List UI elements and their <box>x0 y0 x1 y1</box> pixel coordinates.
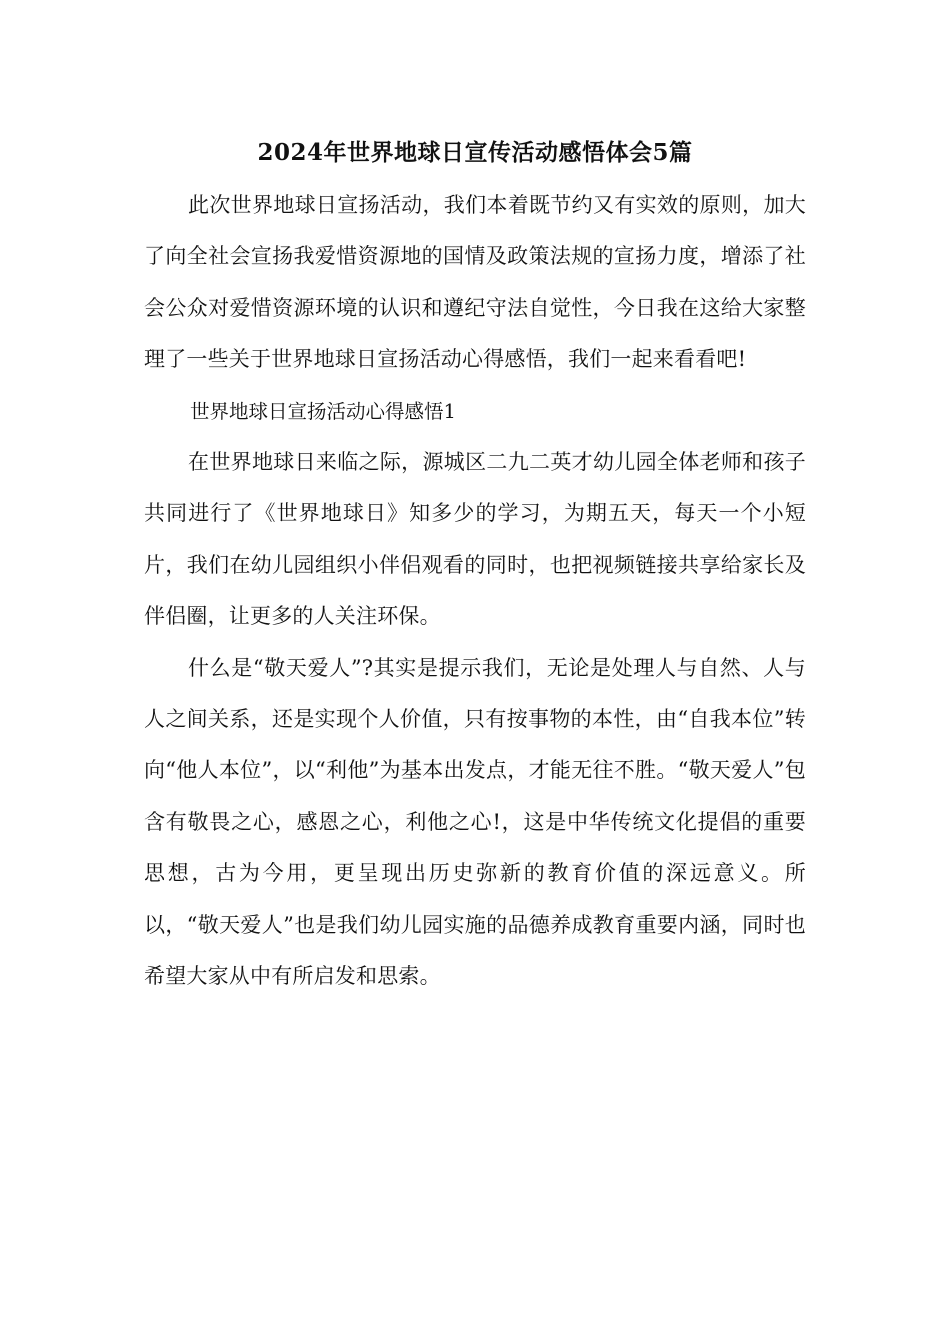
intro-paragraph: 此次世界地球日宣扬活动，我们本着既节约又有实效的原则，加大了向全社会宣扬我爱惜资源地的国情及政策法规的宣扬力度，增添了社会公众对爱惜资源环境的认识和遵纪守法自觉性，今日我在这给大家整理了一些关于世界地球日宣扬活动心得感悟，我们一起来看看吧! <box>144 193 806 372</box>
document-title: 2024年世界地球日宣传活动感悟体会5篇 <box>257 139 693 166</box>
body-paragraph-2: 什么是“敬天爱人”?其实是提示我们，无论是处理人与自然、人与人之间关系，还是实现个人价值，只有按事物的本性，由“自我本位”转向“他人本位”，以“利他”为基本出发点，才能无往不胜。“敬天爱人”包含有敬畏之心，感恩之心，利他之心!，这是中华传统文化提倡的重要思想，古为今用，更呈现出历史弥新的教育价值的深远意义。所以，“敬天爱人”也是我们幼儿园实施的品德养成教育重要内涵，同时也希望大家从中有所启发和思索。 <box>144 655 806 989</box>
section-heading: 世界地球日宣扬活动心得感悟1 <box>190 399 456 423</box>
document-body <box>144 180 806 1003</box>
body-paragraph-1: 在世界地球日来临之际，源城区二九二英才幼儿园全体老师和孩子共同进行了《世界地球日》知多少的学习，为期五天，每天一个小短片，我们在幼儿园组织小伴侣观看的同时，也把视频链接共享给家长及伴侣圈，让更多的人关注环保。 <box>144 450 806 629</box>
